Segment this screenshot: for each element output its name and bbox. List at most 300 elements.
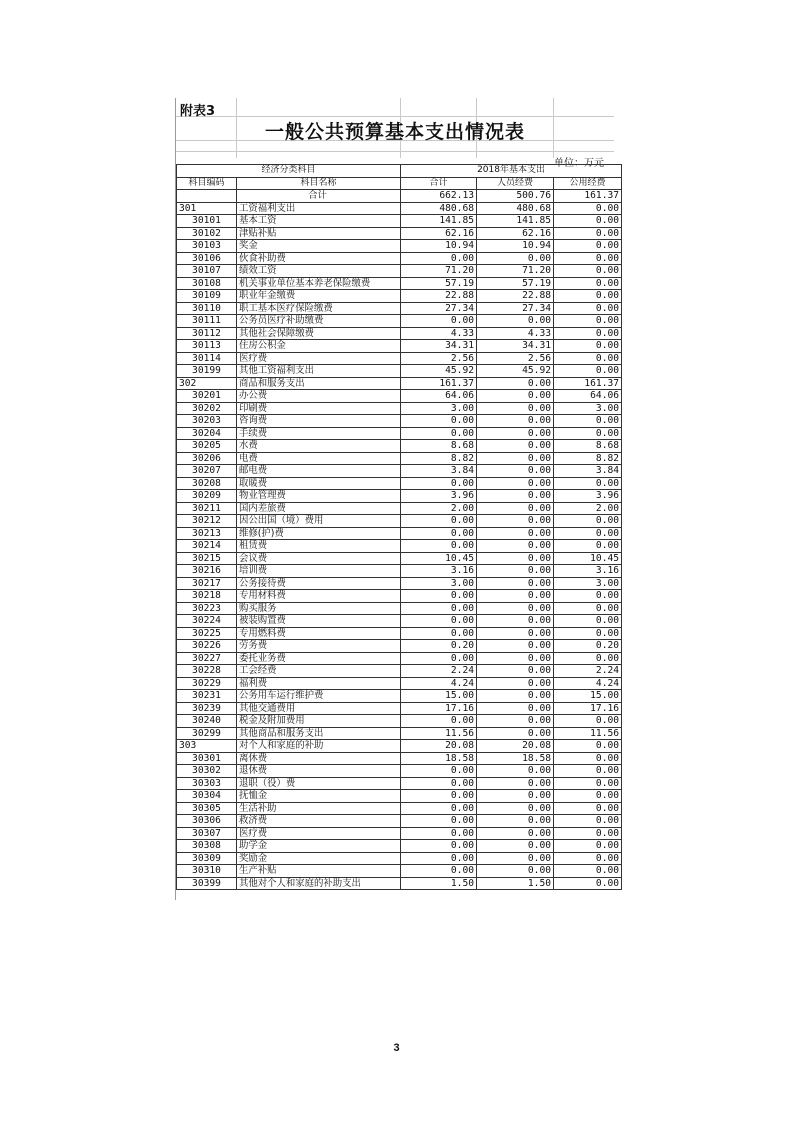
- row-public: 0.00: [554, 852, 622, 865]
- row-name: 助学金: [237, 840, 401, 853]
- row-name: 其他工资福利支出: [237, 365, 401, 378]
- row-name: 公务员医疗补助缴费: [237, 315, 401, 328]
- table-row: [177, 315, 622, 328]
- row-total: 3.16: [401, 565, 477, 578]
- table-row: [177, 202, 622, 215]
- table-row: [177, 777, 622, 790]
- row-public: 0.00: [554, 240, 622, 253]
- row-personnel: 0.00: [477, 452, 554, 465]
- row-personnel: 0.00: [477, 390, 554, 403]
- row-public: 3.96: [554, 490, 622, 503]
- row-personnel: 0.00: [477, 565, 554, 578]
- row-personnel: 4.33: [477, 327, 554, 340]
- row-personnel: 0.00: [477, 315, 554, 328]
- row-public: 3.16: [554, 565, 622, 578]
- row-code: 30207: [177, 465, 237, 478]
- row-code: 30202: [177, 402, 237, 415]
- row-name: 津贴补贴: [237, 227, 401, 240]
- row-public: 0.00: [554, 652, 622, 665]
- total-row: [177, 190, 622, 203]
- row-personnel: 27.34: [477, 302, 554, 315]
- table-row: [177, 452, 622, 465]
- row-personnel: 0.00: [477, 702, 554, 715]
- total-total: 662.13: [401, 190, 477, 203]
- row-code: 30114: [177, 352, 237, 365]
- row-public: 15.00: [554, 690, 622, 703]
- header-2018-basic-expenditure: 2018年基本支出: [401, 165, 622, 178]
- row-name: 退职（役）费: [237, 777, 401, 790]
- table-row: [177, 590, 622, 603]
- row-total: 57.19: [401, 277, 477, 290]
- row-public: 0.00: [554, 265, 622, 278]
- row-public: 3.84: [554, 465, 622, 478]
- row-name: 公务接待费: [237, 577, 401, 590]
- table-row: [177, 527, 622, 540]
- row-total: 4.24: [401, 677, 477, 690]
- table-row: [177, 227, 622, 240]
- row-public: 0.00: [554, 352, 622, 365]
- table-row: [177, 240, 622, 253]
- row-total: 8.82: [401, 452, 477, 465]
- row-total: 0.00: [401, 715, 477, 728]
- table-row: [177, 602, 622, 615]
- row-total: 64.06: [401, 390, 477, 403]
- row-total: 0.00: [401, 615, 477, 628]
- table-row: [177, 815, 622, 828]
- row-code: 30109: [177, 290, 237, 303]
- row-personnel: 0.00: [477, 540, 554, 553]
- row-code: 30301: [177, 752, 237, 765]
- unit-label: 单位：万元: [554, 158, 604, 169]
- row-public: 0.00: [554, 290, 622, 303]
- row-personnel: 0.00: [477, 815, 554, 828]
- row-personnel: 0.00: [477, 590, 554, 603]
- row-personnel: 0.00: [477, 765, 554, 778]
- row-name: 基本工资: [237, 215, 401, 228]
- row-personnel: 0.00: [477, 502, 554, 515]
- row-personnel: 0.00: [477, 790, 554, 803]
- row-personnel: 0.00: [477, 602, 554, 615]
- row-total: 0.00: [401, 602, 477, 615]
- row-name: 伙食补助费: [237, 252, 401, 265]
- row-total: 0.00: [401, 415, 477, 428]
- row-personnel: 22.88: [477, 290, 554, 303]
- row-public: 3.00: [554, 402, 622, 415]
- row-total: 2.56: [401, 352, 477, 365]
- row-public: 0.00: [554, 340, 622, 353]
- row-total: 0.00: [401, 477, 477, 490]
- row-code: 30107: [177, 265, 237, 278]
- table-row: [177, 277, 622, 290]
- row-total: 141.85: [401, 215, 477, 228]
- row-personnel: 71.20: [477, 265, 554, 278]
- row-name: 其他对个人和家庭的补助支出: [237, 877, 401, 890]
- table-row: [177, 402, 622, 415]
- table-row: [177, 552, 622, 565]
- row-personnel: 57.19: [477, 277, 554, 290]
- row-personnel: 0.00: [477, 252, 554, 265]
- row-public: 17.16: [554, 702, 622, 715]
- row-personnel: 0.00: [477, 665, 554, 678]
- row-public: 0.00: [554, 740, 622, 753]
- row-personnel: 18.58: [477, 752, 554, 765]
- row-total: 20.08: [401, 740, 477, 753]
- row-public: 0.00: [554, 527, 622, 540]
- row-public: 0.00: [554, 765, 622, 778]
- row-total: 0.00: [401, 827, 477, 840]
- row-public: 4.24: [554, 677, 622, 690]
- row-code: 30307: [177, 827, 237, 840]
- table-row: [177, 652, 622, 665]
- row-name: 邮电费: [237, 465, 401, 478]
- row-personnel: 10.94: [477, 240, 554, 253]
- row-public: 0.00: [554, 590, 622, 603]
- row-name: 医疗费: [237, 827, 401, 840]
- row-code: 30228: [177, 665, 237, 678]
- row-public: 0.00: [554, 715, 622, 728]
- row-total: 161.37: [401, 377, 477, 390]
- row-code: 30201: [177, 390, 237, 403]
- row-public: 0.00: [554, 515, 622, 528]
- row-personnel: 0.00: [477, 515, 554, 528]
- row-personnel: 0.00: [477, 627, 554, 640]
- row-public: 0.00: [554, 877, 622, 890]
- row-code: 30208: [177, 477, 237, 490]
- row-total: 0.00: [401, 627, 477, 640]
- row-total: 480.68: [401, 202, 477, 215]
- row-personnel: 20.08: [477, 740, 554, 753]
- row-code: 30216: [177, 565, 237, 578]
- row-name: 抚恤金: [237, 790, 401, 803]
- row-name: 专用燃料费: [237, 627, 401, 640]
- page-title: 一般公共预算基本支出情况表: [264, 121, 525, 143]
- row-total: 0.00: [401, 652, 477, 665]
- row-public: 3.00: [554, 577, 622, 590]
- row-total: 1.50: [401, 877, 477, 890]
- row-total: 0.00: [401, 815, 477, 828]
- row-public: 0.00: [554, 827, 622, 840]
- row-total: 10.45: [401, 552, 477, 565]
- table-row: [177, 290, 622, 303]
- row-code: 30308: [177, 840, 237, 853]
- table-row: [177, 502, 622, 515]
- row-public: 0.00: [554, 415, 622, 428]
- row-total: 3.96: [401, 490, 477, 503]
- row-total: 0.00: [401, 315, 477, 328]
- row-total: 45.92: [401, 365, 477, 378]
- table-row: [177, 365, 622, 378]
- table-row: [177, 302, 622, 315]
- row-personnel: 0.00: [477, 377, 554, 390]
- row-public: 0.00: [554, 540, 622, 553]
- row-personnel: 0.00: [477, 465, 554, 478]
- row-code: 30304: [177, 790, 237, 803]
- row-total: 34.31: [401, 340, 477, 353]
- row-public: 0.00: [554, 215, 622, 228]
- row-name: 奖励金: [237, 852, 401, 865]
- spreadsheet-page: [175, 98, 620, 900]
- row-public: 0.00: [554, 327, 622, 340]
- row-total: 0.00: [401, 515, 477, 528]
- row-name: 租赁费: [237, 540, 401, 553]
- table-row: [177, 377, 622, 390]
- row-name: 专用材料费: [237, 590, 401, 603]
- row-total: 0.00: [401, 852, 477, 865]
- header-public: 公用经费: [554, 177, 622, 190]
- row-code: 30225: [177, 627, 237, 640]
- row-personnel: 0.00: [477, 402, 554, 415]
- row-name: 职工基本医疗保险缴费: [237, 302, 401, 315]
- row-public: 0.00: [554, 202, 622, 215]
- row-public: 0.00: [554, 302, 622, 315]
- row-total: 11.56: [401, 727, 477, 740]
- budget-table: [176, 164, 622, 890]
- table-row: [177, 765, 622, 778]
- row-public: 0.00: [554, 815, 622, 828]
- row-code: 30218: [177, 590, 237, 603]
- row-total: 3.00: [401, 402, 477, 415]
- row-name: 生产补贴: [237, 865, 401, 878]
- table-row: [177, 540, 622, 553]
- table-row: [177, 802, 622, 815]
- row-name: 职业年金缴费: [237, 290, 401, 303]
- row-name: 购买服务: [237, 602, 401, 615]
- page-number: 3: [393, 1042, 400, 1054]
- row-total: 0.00: [401, 840, 477, 853]
- row-code: 30310: [177, 865, 237, 878]
- row-total: 27.34: [401, 302, 477, 315]
- row-name: 水费: [237, 440, 401, 453]
- row-code: 30106: [177, 252, 237, 265]
- row-total: 15.00: [401, 690, 477, 703]
- row-personnel: 0.00: [477, 715, 554, 728]
- row-code: 30206: [177, 452, 237, 465]
- row-personnel: 0.00: [477, 652, 554, 665]
- row-total: 2.00: [401, 502, 477, 515]
- row-total: 0.00: [401, 252, 477, 265]
- row-total: 0.00: [401, 590, 477, 603]
- row-code: 30211: [177, 502, 237, 515]
- row-total: 10.94: [401, 240, 477, 253]
- row-total: 0.00: [401, 790, 477, 803]
- table-row: [177, 340, 622, 353]
- row-code: 30212: [177, 515, 237, 528]
- row-code: 30229: [177, 677, 237, 690]
- row-public: 0.00: [554, 777, 622, 790]
- row-personnel: 0.00: [477, 677, 554, 690]
- row-personnel: 0.00: [477, 577, 554, 590]
- row-public: 0.00: [554, 865, 622, 878]
- row-code: 30217: [177, 577, 237, 590]
- row-personnel: 0.00: [477, 477, 554, 490]
- annex-label: 附表3: [180, 104, 216, 119]
- row-code: 303: [177, 740, 237, 753]
- row-name: 公务用车运行维护费: [237, 690, 401, 703]
- row-total: 0.00: [401, 765, 477, 778]
- row-personnel: 34.31: [477, 340, 554, 353]
- row-code: 30299: [177, 727, 237, 740]
- row-total: 62.16: [401, 227, 477, 240]
- row-personnel: 0.00: [477, 527, 554, 540]
- row-code: 30108: [177, 277, 237, 290]
- header-name: 科目名称: [237, 177, 401, 190]
- row-code: 30309: [177, 852, 237, 865]
- row-code: 30305: [177, 802, 237, 815]
- table-row: [177, 215, 622, 228]
- row-total: 4.33: [401, 327, 477, 340]
- row-public: 8.82: [554, 452, 622, 465]
- table-row: [177, 677, 622, 690]
- row-code: 30102: [177, 227, 237, 240]
- row-name: 电费: [237, 452, 401, 465]
- row-public: 0.00: [554, 790, 622, 803]
- table-row: [177, 427, 622, 440]
- row-personnel: 45.92: [477, 365, 554, 378]
- row-public: 0.00: [554, 802, 622, 815]
- table-row: [177, 852, 622, 865]
- row-code: 30227: [177, 652, 237, 665]
- row-public: 0.00: [554, 277, 622, 290]
- row-name: 奖金: [237, 240, 401, 253]
- row-public: 0.00: [554, 427, 622, 440]
- row-name: 住房公积金: [237, 340, 401, 353]
- row-code: 30226: [177, 640, 237, 653]
- row-code: 30240: [177, 715, 237, 728]
- row-public: 2.00: [554, 502, 622, 515]
- header-code: 科目编码: [177, 177, 237, 190]
- row-personnel: 0.00: [477, 640, 554, 653]
- row-name: 会议费: [237, 552, 401, 565]
- table-row: [177, 827, 622, 840]
- table-row: [177, 577, 622, 590]
- header-personnel: 人员经费: [477, 177, 554, 190]
- row-code: 30203: [177, 415, 237, 428]
- row-name: 医疗费: [237, 352, 401, 365]
- row-code: 30111: [177, 315, 237, 328]
- row-name: 物业管理费: [237, 490, 401, 503]
- row-code: 30215: [177, 552, 237, 565]
- row-name: 对个人和家庭的补助: [237, 740, 401, 753]
- row-total: 0.00: [401, 527, 477, 540]
- table-row: [177, 390, 622, 403]
- row-personnel: 0.00: [477, 440, 554, 453]
- row-personnel: 0.00: [477, 827, 554, 840]
- row-name: 维修(护)费: [237, 527, 401, 540]
- row-code: 30302: [177, 765, 237, 778]
- row-name: 税金及附加费用: [237, 715, 401, 728]
- row-public: 0.00: [554, 477, 622, 490]
- row-code: 30113: [177, 340, 237, 353]
- row-code: 301: [177, 202, 237, 215]
- row-personnel: 2.56: [477, 352, 554, 365]
- row-name: 被装购置费: [237, 615, 401, 628]
- table-row: [177, 627, 622, 640]
- row-personnel: 1.50: [477, 877, 554, 890]
- row-name: 培训费: [237, 565, 401, 578]
- row-code: 30224: [177, 615, 237, 628]
- table-row: [177, 615, 622, 628]
- row-code: 30103: [177, 240, 237, 253]
- table-row: [177, 327, 622, 340]
- row-total: 8.68: [401, 440, 477, 453]
- row-name: 印刷费: [237, 402, 401, 415]
- row-name: 生活补助: [237, 802, 401, 815]
- row-name: 国内差旅费: [237, 502, 401, 515]
- table-row: [177, 565, 622, 578]
- row-name: 福利费: [237, 677, 401, 690]
- row-personnel: 0.00: [477, 690, 554, 703]
- row-total: 3.84: [401, 465, 477, 478]
- row-code: 30306: [177, 815, 237, 828]
- row-total: 0.00: [401, 777, 477, 790]
- row-personnel: 141.85: [477, 215, 554, 228]
- row-public: 8.68: [554, 440, 622, 453]
- row-total: 22.88: [401, 290, 477, 303]
- table-row: [177, 702, 622, 715]
- table-row: [177, 752, 622, 765]
- row-code: 30399: [177, 877, 237, 890]
- row-code: 30239: [177, 702, 237, 715]
- row-code: 30101: [177, 215, 237, 228]
- table-row: [177, 640, 622, 653]
- row-code: 30223: [177, 602, 237, 615]
- row-total: 2.24: [401, 665, 477, 678]
- row-public: 11.56: [554, 727, 622, 740]
- table-row: [177, 665, 622, 678]
- table-row: [177, 252, 622, 265]
- row-public: 0.00: [554, 840, 622, 853]
- table-row: [177, 877, 622, 890]
- row-total: 0.20: [401, 640, 477, 653]
- row-public: 0.00: [554, 627, 622, 640]
- row-code: 30213: [177, 527, 237, 540]
- table-row: [177, 715, 622, 728]
- row-name: 机关事业单位基本养老保险缴费: [237, 277, 401, 290]
- row-personnel: 0.00: [477, 615, 554, 628]
- row-personnel: 0.00: [477, 552, 554, 565]
- table-row: [177, 477, 622, 490]
- row-code: 30112: [177, 327, 237, 340]
- row-name: 其他交通费用: [237, 702, 401, 715]
- row-public: 0.00: [554, 615, 622, 628]
- row-public: 10.45: [554, 552, 622, 565]
- row-total: 17.16: [401, 702, 477, 715]
- row-public: 0.00: [554, 315, 622, 328]
- row-total: 0.00: [401, 865, 477, 878]
- row-name: 其他社会保障缴费: [237, 327, 401, 340]
- table-row: [177, 840, 622, 853]
- row-public: 0.00: [554, 252, 622, 265]
- row-public: 0.00: [554, 365, 622, 378]
- row-personnel: 0.00: [477, 865, 554, 878]
- table-row: [177, 690, 622, 703]
- row-total: 0.00: [401, 427, 477, 440]
- row-personnel: 0.00: [477, 427, 554, 440]
- row-name: 绩效工资: [237, 265, 401, 278]
- row-name: 办公费: [237, 390, 401, 403]
- row-personnel: 0.00: [477, 415, 554, 428]
- row-public: 2.24: [554, 665, 622, 678]
- table-row: [177, 865, 622, 878]
- row-total: 71.20: [401, 265, 477, 278]
- row-name: 劳务费: [237, 640, 401, 653]
- row-name: 救济费: [237, 815, 401, 828]
- table-row: [177, 790, 622, 803]
- row-personnel: 62.16: [477, 227, 554, 240]
- row-code: 30214: [177, 540, 237, 553]
- table-row: [177, 740, 622, 753]
- table-row: [177, 465, 622, 478]
